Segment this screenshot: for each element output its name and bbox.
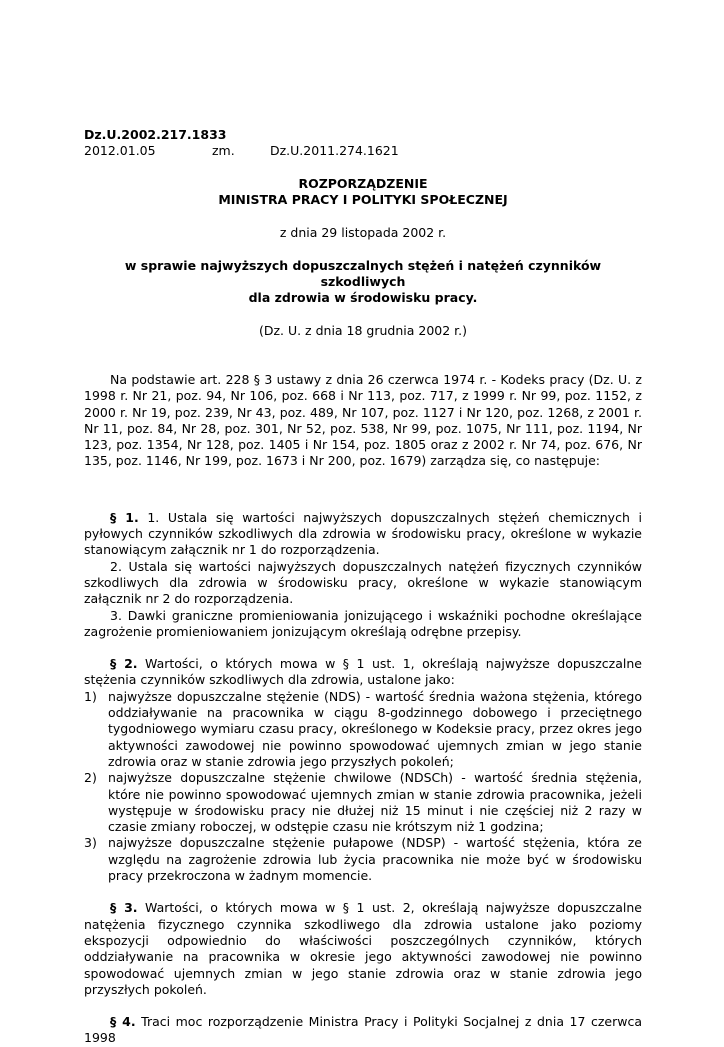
list-item-text: najwyższe dopuszczalne stężenie pułapowe (NDSP) - wartość stężenia, która ze względu na zagrożenie zdrowia lub życia pracownika nie może być w środowisku pracy przekroczona w żadnym momencie. [108,835,642,884]
section-2-mark: § 2. [110,656,138,672]
section-3-text: Wartości, o których mowa w § 1 ust. 2, określają najwyższe dopuszczalne natężenia fizycznego czynnika szkodliwego dla zdrowia ustalone jako poziomy ekspozycji odpowiednio do właściwości poszczególnych czynników, których oddziaływanie na pracownika w okresie jego aktywności zawodowej nie powinno spowodować ujemnych zmian w jego stanie zdrowia oraz w stanie zdrowia jego przyszłych pokoleń. [84,900,642,997]
section-3-mark: § 3. [110,900,138,916]
list-item-number: 2) [84,770,97,786]
subject-line-1: w sprawie najwyższych dopuszczalnych stężeń i natężeń czynników szkodliwych [124,258,602,289]
section-2-paragraph [84,656,642,689]
section-1-paragraph-1 [84,510,642,559]
publication-info: (Dz. U. z dnia 18 grudnia 2002 r.) [258,323,468,338]
section-2-text: Wartości, o których mowa w § 1 ust. 1, określają najwyższe dopuszczalne stężenia czynników szkodliwych dla zdrowia, ustalone jako: [84,656,642,688]
section-1-text-1: 1. Ustala się wartości najwyższych dopuszczalnych stężeń chemicznych i pyłowych czynników szkodliwych dla zdrowia w środowisku pracy, określone w wykazie stanowiącym załącznik nr 1 do rozporządzenia. [84,509,642,558]
document-code: Dz.U.2002.217.1833 [84,127,227,142]
list-item [84,835,642,884]
document-subject [84,258,642,306]
section-4-text: Traci moc rozporządzenie Ministra Pracy i Polityki Socjalnej z dnia 17 czerwca 1998 [84,1014,642,1046]
section-2-list [84,689,642,885]
list-item-text: najwyższe dopuszczalne stężenie (NDS) - wartość średnia ważona stężenia, którego oddziaływanie na pracownika w ciągu 8-godzinnego dobowego i przeciętnego tygodniowego wymiaru czasu pracy, określonego w Kodeksie pracy, przez okres jego aktywności zawodowej nie powinno spowodować ujemnych zmian w jego stanie zdrowia oraz w stanie zdrowia jego przyszłych pokoleń; [108,688,642,769]
section-4-paragraph [84,1014,642,1047]
document-authority: MINISTRA PRACY I POLITYKI SPOŁECZNEJ [218,192,508,207]
list-item [84,689,642,770]
section-1-paragraph-3: 3. Dawki graniczne promieniowania jonizującego i wskaźniki pochodne określające zagrożenie promieniowaniem jonizującym określają odrębne przepisy. [84,607,642,639]
list-item [84,770,642,835]
subject-line-2: dla zdrowia w środowisku pracy. [248,290,478,305]
amendment-reference: Dz.U.2011.274.1621 [270,143,399,158]
amendment-date: 2012.01.05 [84,143,156,158]
section-1-paragraph-2: 2. Ustala się wartości najwyższych dopuszczalnych natężeń fizycznych czynników szkodliwych dla zdrowia w środowisku pracy, określone w wykazie stanowiącym załącznik nr 2 do rozporządzenia. [84,558,642,607]
amendment-label: zm. [212,143,235,158]
list-item-text: najwyższe dopuszczalne stężenie chwilowe (NDSCh) - wartość średnia stężenia, które nie powinno spowodować ujemnych zmian w stanie zdrowia pracownika, jeżeli występuje w środowisku pracy nie dłużej niż 15 minut i nie częściej niż 2 razy w czasie zmiany roboczej, w odstępie czasu nie krótszym niż 1 godzina; [108,770,642,835]
list-item-number: 3) [84,835,97,851]
legal-basis-paragraph: Na podstawie art. 228 § 3 ustawy z dnia 26 czerwca 1974 r. - Kodeks pracy (Dz. U. z 1998 r. Nr 21, poz. 94, Nr 106, poz. 668 i Nr 113, poz. 717, z 1999 r. Nr 99, poz. 1152, z 2000 r. Nr 19, poz. 239, Nr 43, poz. 489, Nr 107, poz. 1127 i Nr 120, poz. 1268, z 2001 r. Nr 11, poz. 84, Nr 28, poz. 301, Nr 52, poz. 538, Nr 99, poz. 1075, Nr 111, poz. 1194, Nr 123, poz. 1354, Nr 128, poz. 1405 i Nr 154, poz. 1805 oraz z 2002 r. Nr 74, poz. 676, Nr 135, poz. 1146, Nr 199, poz. 1673 i Nr 200, poz. 1679) zarządza się, co następuje: [84,372,642,469]
document-title: ROZPORZĄDZENIE [298,176,428,191]
section-1-mark: § 1. [110,509,139,525]
list-item-number: 1) [84,688,97,704]
amendment-row [84,143,642,159]
section-4-mark: § 4. [110,1014,136,1030]
section-3-paragraph [84,900,642,998]
document-date: z dnia 29 listopada 2002 r. [279,225,447,240]
